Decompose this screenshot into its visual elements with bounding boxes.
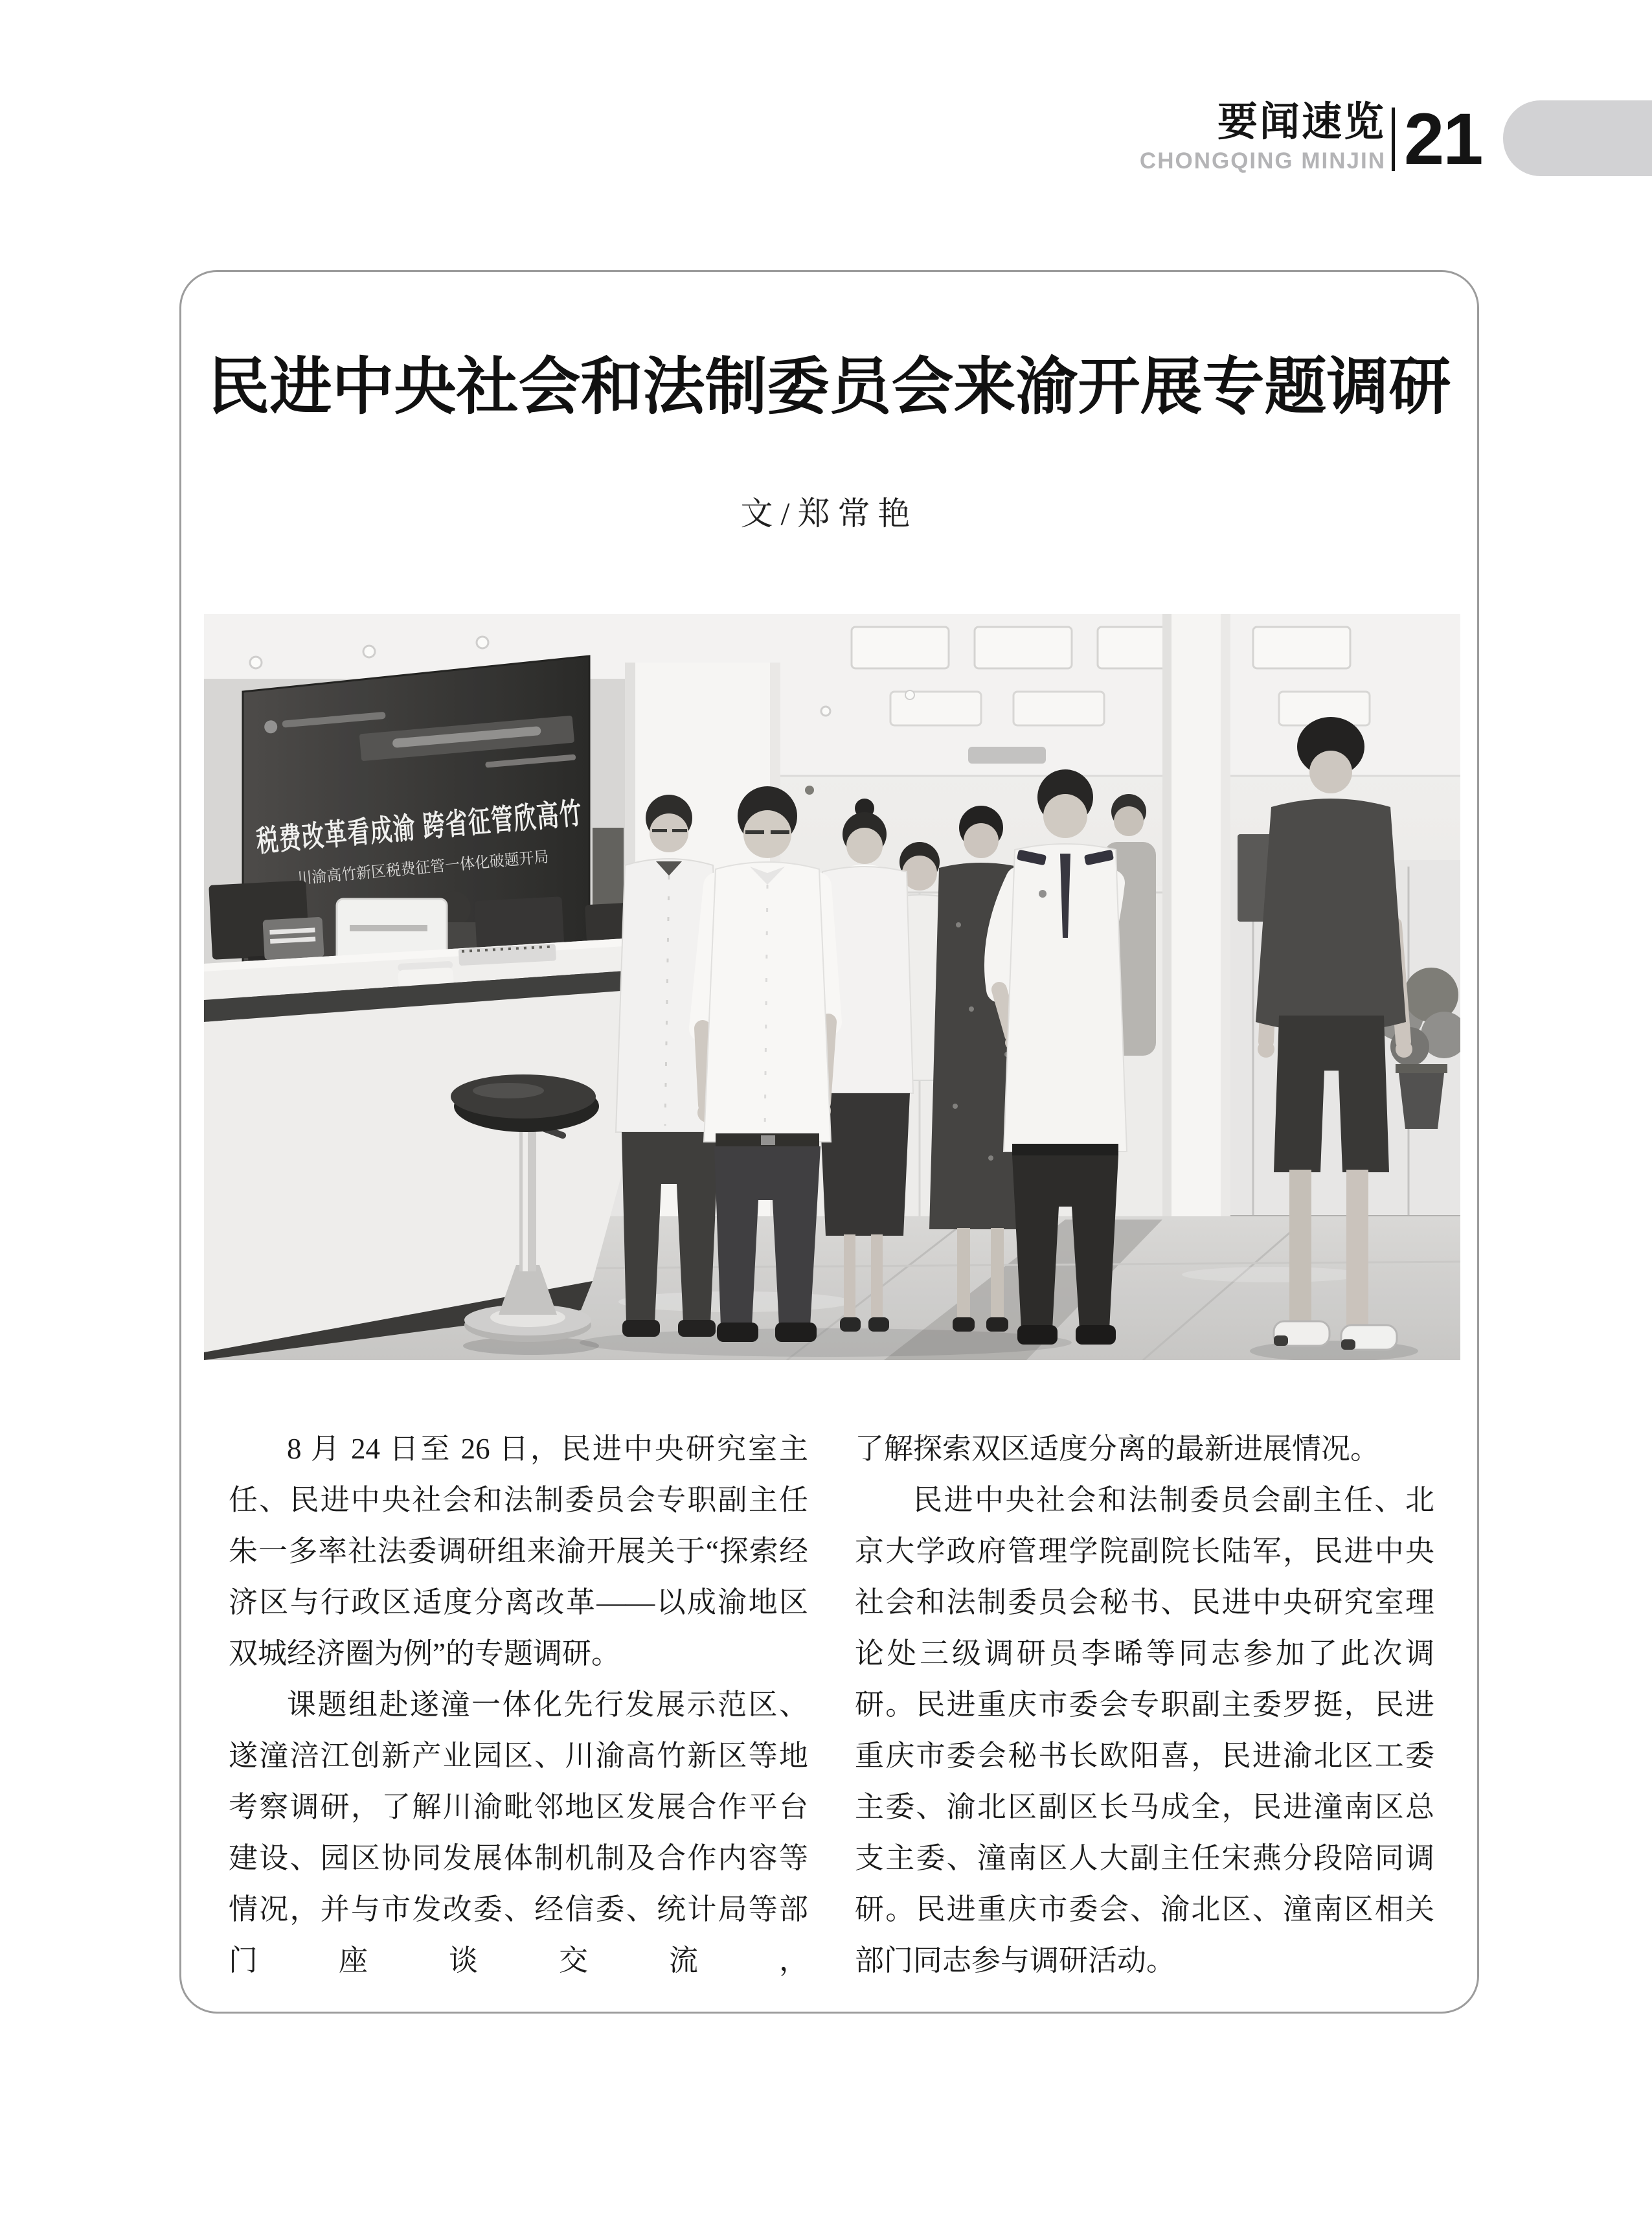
paragraph-2-right: 了解探索双区适度分离的最新进展情况。 xyxy=(855,1433,1380,1465)
section-title: 要闻速览 xyxy=(1217,100,1386,144)
page-number: 21 xyxy=(1404,98,1482,179)
header-divider xyxy=(1392,108,1395,171)
article-title: 民进中央社会和法制委员会来渝开展专题调研 xyxy=(207,352,1451,422)
magazine-name: CHONGQING MINJIN xyxy=(1139,148,1386,174)
paragraph-3: 民进中央社会和法制委员会副主任、北京大学政府管理学院副院长陆军，民进中央社会和法制委员会秘书、民进中央研究室理论处三级调研员李晞等同志参加了此次调研。民进重庆市委会专职副主委罗挺，民进重庆市委会秘书长欧阳喜，民进渝北区工委主委、渝北区副区长马成全，民进潼南区总支主委、潼南区人大副主任宋燕分段陪同调研。民进重庆市委会、渝北区、潼南区相关部门同志参与调研活动。 xyxy=(855,1484,1434,1977)
paragraph-1: 8 月 24 日至 26 日，民进中央研究室主任、民进中央社会和法制委员会专职副主任朱一多率社法委调研组来渝开展关于“探索经济区与行政区适度分离改革——以成渝地区双城经济圈为例”的专题调研。 xyxy=(229,1433,808,1670)
article-byline: 文/郑常艳 xyxy=(740,495,918,532)
screen-subtitle-text: 川渝高竹新区税费征管一体化破题开局 xyxy=(296,847,561,888)
screen-slogan-text: 税费改革看成渝 跨省征管欣高竹 xyxy=(255,786,701,858)
column-right xyxy=(855,1424,1434,1986)
body-columns xyxy=(229,1424,1434,1986)
article-photo xyxy=(204,614,1460,1360)
photo-tone-overlay xyxy=(204,614,1460,1360)
corner-tab-shape xyxy=(1503,100,1652,176)
paragraph-2-left: 课题组赴遂潼一体化先行发展示范区、遂潼涪江创新产业园区、川渝高竹新区等地考察调研，了解川渝毗邻地区发展合作平台建设、园区协同发展体制机制及合作内容等情况，并与市发改委、经信委、统计局等部门座谈交流， xyxy=(229,1688,808,1977)
column-left xyxy=(229,1424,808,1986)
article-card xyxy=(179,270,1479,2014)
